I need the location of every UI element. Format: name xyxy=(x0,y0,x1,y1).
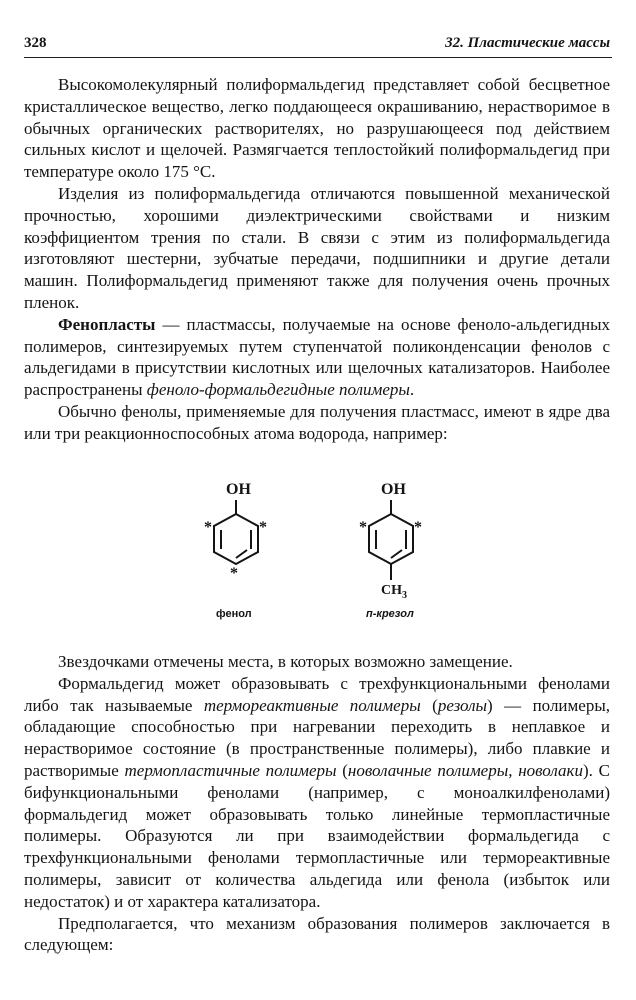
cresol-ortho-star-right: * xyxy=(414,519,422,536)
page-number: 328 xyxy=(24,35,47,51)
paragraph xyxy=(24,314,610,401)
text-block-top xyxy=(24,74,610,445)
text-run: Обычно фенолы, применяемые для получения пластмасс, имеют в ядре два или три реакционноспособных атома водорода, например: xyxy=(24,401,610,443)
paragraph xyxy=(24,183,610,314)
cresol-methyl-label: $CH_3$ xyxy=(381,583,407,601)
paragraph xyxy=(24,651,610,673)
text-run: Предполагается, что механизм образования полимеров заключается в следующем: xyxy=(24,913,610,955)
paragraph xyxy=(24,913,610,957)
phenol-ortho-star-left: * xyxy=(204,519,212,536)
paragraph xyxy=(24,401,610,445)
text-block-bottom xyxy=(24,651,610,956)
text-run: Изделия из полиформальдегида отличаются повышенной механической прочностью, хорошими диэлектрическими свойствами и низким коэффициентом трения по стали. В связи с этим из полиформальдегида изготовляют шестерни, зубчатые передачи, подшипники и другие детали машин. Полиформальдегид применяют также для получения очень прочных пленок. xyxy=(24,183,610,312)
italic-term: феноло-формальдегидные полимеры xyxy=(146,380,410,400)
cresol-structure xyxy=(369,500,413,580)
phenol-caption: фенол xyxy=(216,608,252,620)
bold-term: Фенопласты xyxy=(58,314,156,334)
italic-term: резолы xyxy=(437,695,488,715)
header-rule xyxy=(24,57,612,58)
italic-term: новолачные полимеры, новолаки xyxy=(347,760,583,780)
running-title: 32. Пластические массы xyxy=(445,35,610,51)
phenol-para-star: * xyxy=(230,565,238,582)
phenol-oh-label: OH xyxy=(226,481,251,498)
cresol-oh-label: OH xyxy=(381,481,406,498)
structural-formulas xyxy=(0,466,636,636)
structure-figure xyxy=(0,466,636,636)
text-run: ). С бифункциональными фенолами (например, с моноалкилфенолами) формальдегид может образовывать только линейные термопластичные полимеры. Образуются ли при взаимодействии формальдегида с трехфункциональными фенолами термопластичные или термореактивные полимеры, зависит от количества альдегида или фенола (избыток или недостаток) и от характера катализатора. xyxy=(24,760,610,911)
text-run: — пластмассы, получаемые на основе феноло-альдегидных полимеров, синтезируемых путем ступенчатой поликонденсации фенолов с альдегидами в присутствии кислотных или щелочных катализаторов. Наиболее распространены xyxy=(24,314,610,400)
italic-term: термореактивные полимеры xyxy=(203,695,421,715)
cresol-caption: п-крезол xyxy=(366,608,414,620)
text-run: Звездочками отмечены места, в которых возможно замещение. xyxy=(58,652,513,671)
text-run: ( xyxy=(336,760,348,780)
text-run: ( xyxy=(420,695,438,715)
text-run: Высокомолекулярный полиформальдегид представляет собой бесцветное кристаллическое вещество, легко поддающееся окрашиванию, нерастворимое в обычных органических растворителях, но разрушающееся под действием сильных кислот и щелочей. Размягчается теплостойкий полиформальдегид при температуре около 175 °С. xyxy=(24,75,610,182)
text-run: . xyxy=(409,380,415,400)
paragraph xyxy=(24,74,610,183)
phenol-structure xyxy=(214,500,258,564)
text-run: Формальдегид может образовывать с трехфункциональными фенолами либо так называемые xyxy=(24,673,610,715)
paragraph xyxy=(24,673,610,913)
italic-term: термопластичные полимеры xyxy=(124,760,337,780)
phenol-ortho-star-right: * xyxy=(259,519,267,536)
text-run: ) — полимеры, обладающие способностью при нагревании переходить в неплавкое и нерастворимое состояние (в пространственные полимеры), либо плавкие и растворимые xyxy=(24,695,610,780)
cresol-ortho-star-left: * xyxy=(359,519,367,536)
